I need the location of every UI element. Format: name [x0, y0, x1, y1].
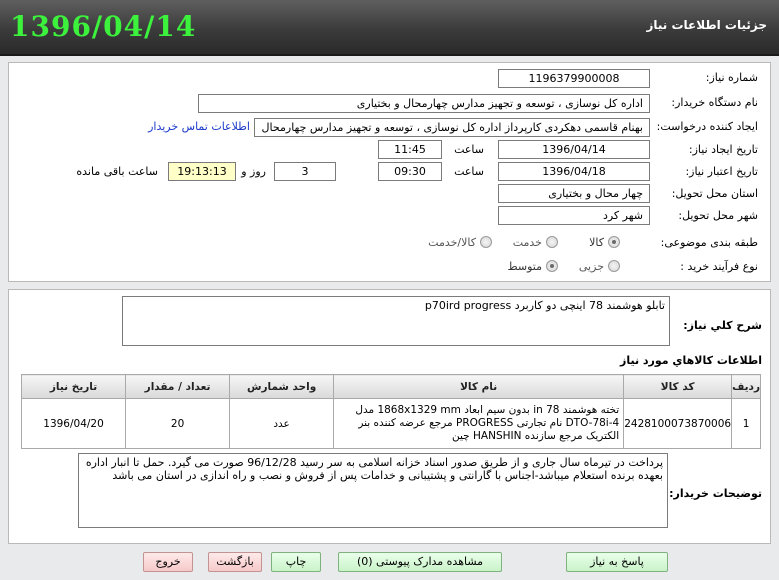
remaining-label: ساعت باقی مانده: [76, 165, 158, 178]
validity-date-label: تاریخ اعتبار نیاز:: [685, 165, 758, 178]
requester-field: بهنام قاسمی دهکردی کارپرداز اداره کل نوسازی ، توسعه و تجهیز مدارس چهارمحال: [254, 118, 650, 137]
buyer-contact-link[interactable]: اطلاعات تماس خریدار: [148, 120, 250, 133]
buyer-org-field: اداره کل نوسازی ، توسعه و تجهیز مدارس چهارمحال و بختیاری: [198, 94, 650, 113]
page-title: جزئیات اطلاعات نیاز: [646, 18, 767, 32]
table-row: [22, 399, 761, 449]
goods-table-wrapper: [21, 374, 761, 449]
reply-button[interactable]: پاسخ به نیاز: [566, 552, 668, 572]
days-field: 3: [274, 162, 336, 181]
general-desc-label: شرح کلي نياز:: [683, 319, 762, 332]
col-date: تاریخ نیاز: [22, 375, 126, 399]
cell-qty: 20: [126, 399, 230, 449]
category-option-goods: کالا: [589, 236, 604, 249]
need-number-field: 1196379900008: [498, 69, 650, 88]
print-button[interactable]: چاپ: [271, 552, 321, 572]
need-info-panel: [8, 62, 771, 282]
process-option-minor: جزیی: [578, 260, 604, 273]
validity-date-field: 1396/04/18: [498, 162, 650, 181]
exit-button[interactable]: خروج: [143, 552, 193, 572]
col-name: نام کالا: [334, 375, 624, 399]
process-option-medium: متوسط: [507, 260, 542, 273]
process-label: نوع فرآیند خرید :: [680, 260, 758, 273]
buyer-org-label: نام دستگاه خریدار:: [671, 96, 758, 109]
col-code: کد کالا: [624, 375, 732, 399]
days-label: روز و: [241, 165, 266, 178]
col-unit: واحد شمارش: [230, 375, 334, 399]
created-date-label: تاریخ ایجاد نیاز:: [688, 143, 758, 156]
city-field: شهر کرد: [498, 206, 650, 225]
category-label: طبقه بندی موضوعی:: [660, 236, 758, 249]
created-date-field: 1396/04/14: [498, 140, 650, 159]
remaining-time-field: 19:13:13: [168, 162, 236, 181]
page-header: [0, 0, 779, 56]
need-number-label: شماره نیاز:: [705, 71, 758, 84]
cell-name: تخته هوشمند 78 in بدون سیم ابعاد 1868x1329 mm مدل DTO-78i-4 نام تجارتی PROGRESS مرجع عرضه کننده بنر الکتریک مرجع سازنده HANSHIN چین: [334, 399, 624, 449]
created-time-field: 11:45: [378, 140, 442, 159]
back-button[interactable]: بازگشت: [208, 552, 262, 572]
province-field: چهار محال و بختیاری: [498, 184, 650, 203]
city-label: شهر محل تحویل:: [678, 209, 758, 222]
goods-table-header: [22, 375, 761, 399]
process-radio-medium[interactable]: [546, 260, 558, 272]
category-radio-service[interactable]: [546, 236, 558, 248]
requester-label: ایجاد کننده درخواست:: [656, 120, 758, 133]
buyer-notes-field: پرداخت در تیرماه سال جاری و از طریق صدور اسناد خزانه اسلامی به سر رسید 96/12/28 صورت می گیرد. حمل تا انبار اداره بعهده برنده استعلام میباشد-اجناس با گارانتی و پشتیبانی و خدامات پس از فروش و نصب و راه اندازی در استان می باشد: [78, 453, 668, 528]
buyer-notes-label: توضیحات خریدار:: [669, 487, 762, 500]
col-index: ردیف: [732, 375, 761, 399]
goods-table: [21, 374, 761, 449]
process-radio-minor[interactable]: [608, 260, 620, 272]
cell-date: 1396/04/20: [22, 399, 126, 449]
cell-unit: عدد: [230, 399, 334, 449]
cell-index: 1: [732, 399, 761, 449]
need-details-panel: [8, 289, 771, 544]
attachments-button[interactable]: مشاهده مدارک پیوستی (0): [338, 552, 502, 572]
col-qty: تعداد / مقدار: [126, 375, 230, 399]
validity-time-field: 09:30: [378, 162, 442, 181]
header-date: 1396/04/14: [10, 10, 197, 43]
validity-time-label: ساعت: [454, 165, 484, 178]
category-option-goods-service: کالا/خدمت: [428, 236, 476, 249]
category-radio-goods-service[interactable]: [480, 236, 492, 248]
category-option-service: خدمت: [512, 236, 542, 249]
province-label: استان محل تحویل:: [671, 187, 758, 200]
general-desc-field: تابلو هوشمند 78 اینچی دو کاربرد p70ird progress: [122, 296, 670, 346]
category-radio-goods[interactable]: [608, 236, 620, 248]
created-time-label: ساعت: [454, 143, 484, 156]
goods-section-title: اطلاعات کالاهاي مورد نياز: [620, 354, 762, 367]
cell-code: 2428100073870006: [624, 399, 732, 449]
